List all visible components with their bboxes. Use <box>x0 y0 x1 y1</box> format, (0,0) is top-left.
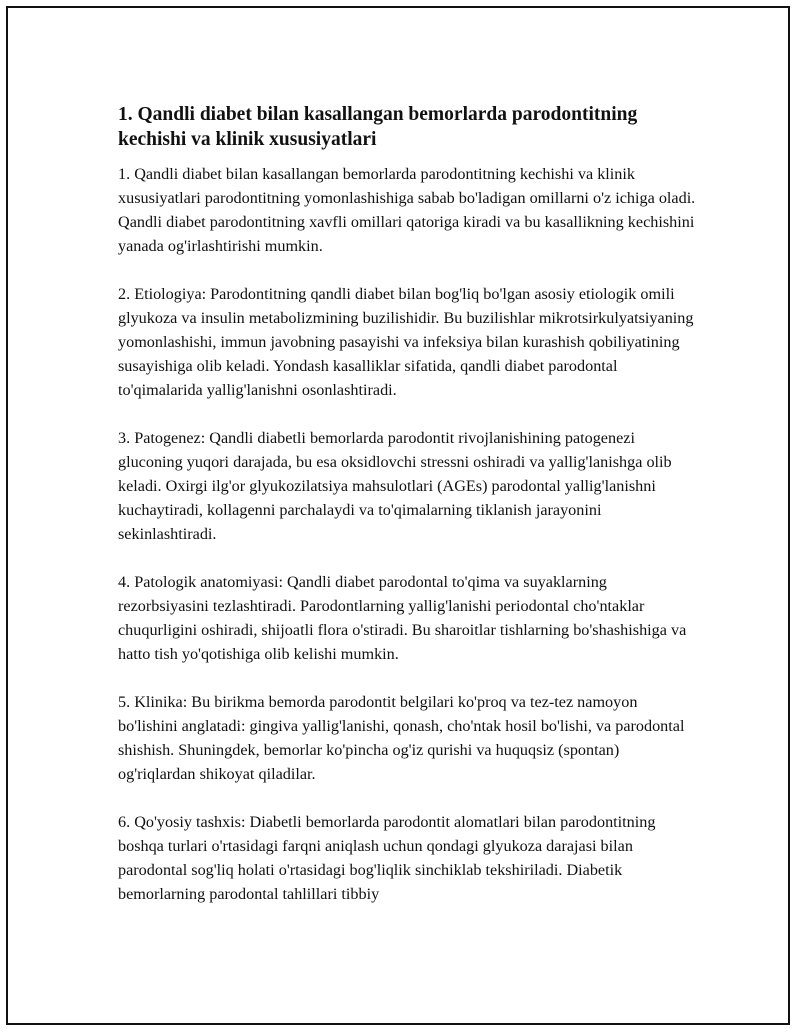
paragraph-differential-diagnosis: 6. Qo'yosiy tashxis: Diabetli bemorlarda parodontit alomatlari bilan parodontitning boshqa turlari o'rtasidagi farqni aniqlash uchun qondagi glyukoza darajasi bilan parodontal sog'liq holati o'rtasidagi bog'liqlik sinchiklab tekshiriladi. Diabetik bemorlarning parodontal tahlillari tibbiy <box>118 813 656 903</box>
paragraph-etiology: 2. Etiologiya: Parodontitning qandli diabet bilan bog'liq bo'lgan asosiy etiologik omili glyukoza va insulin metabolizmining buzilishidir. Bu buzilishlar mikrotsirkulyatsiyaning yomonlashishi, immun javobning pasayishi va infeksiya bilan kurashish qobiliyatining susayishiga olib keladi. Yondash kasalliklar sifatida, qandli diabet parodontal to'qimalarida yallig'lanishni osonlashtiradi. <box>118 285 694 399</box>
paragraph-pathogenesis: 3. Patogenez: Qandli diabetli bemorlarda parodontit rivojlanishining patogenezi gluconing yuqori darajada, bu esa oksidlovchi stressni oshiradi va yallig'lanishga olib keladi. Oxirgi ilg'or glyukozilatsiya mahsulotlari (AGEs) parodontal yallig'lanishni kuchaytiradi, kollagenni parchalaydi va to'qimalarning tiklanish jarayonini sekinlashtiradi. <box>118 429 672 543</box>
paragraph-clinic: 5. Klinika: Bu birikma bemorda parodontit belgilari ko'proq va tez-tez namoyon bo'lishini anglatadi: gingiva yallig'lanishi, qonash, cho'ntak hosil bo'lishi, va parodontal shishish. Shuningdek, bemorlar ko'pincha og'iz qurishi va huquqsiz (spontan) og'riqlardan shikoyat qiladilar. <box>118 693 685 783</box>
paragraph-pathological-anatomy: 4. Patologik anatomiyasi: Qandli diabet parodontal to'qima va suyaklarning rezorbsiyasini tezlashtiradi. Parodontlarning yallig'lanishi periodontal cho'ntaklar chuqurligini oshiradi, shijoatli flora o'stiradi. Bu sharoitlar tishlarning bo'shashishiga va hatto tish yo'qotishiga olib kelishi mumkin. <box>118 573 687 663</box>
document-title: 1. Qandli diabet bilan kasallangan bemorlarda parodontitning kechishi va klinik xususiyatlari <box>118 104 638 150</box>
paragraph-intro: 1. Qandli diabet bilan kasallangan bemorlarda parodontitning kechishi va klinik xususiyatlari parodontitning yomonlashishiga sabab bo'ladigan omillarni o'z ichiga oladi. Qandli diabet parodontitning xavfli omillari qatoriga kiradi va bu kasallikning kechishini yanada og'irlashtirishi mumkin. <box>118 165 696 255</box>
document-body <box>118 102 698 930</box>
document-page <box>6 6 790 1025</box>
